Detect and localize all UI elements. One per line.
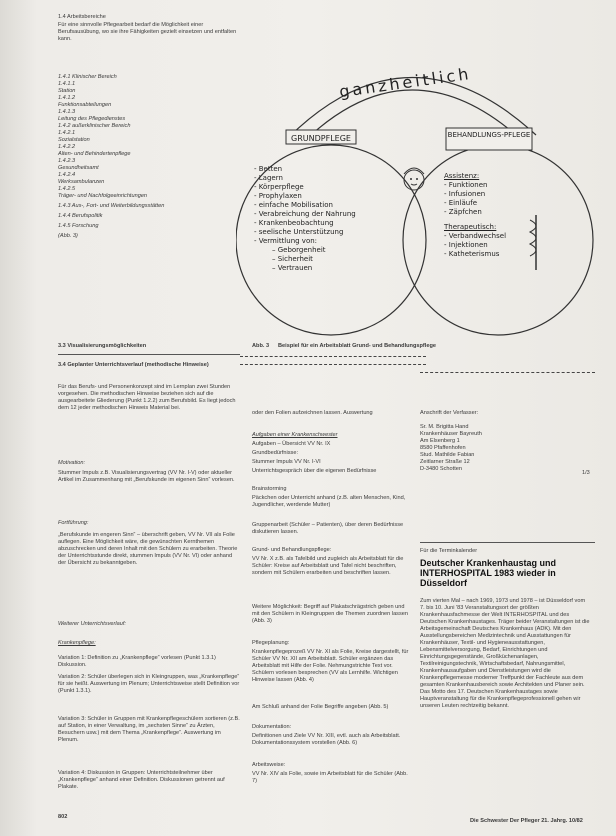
section-body: Für das Berufs- und Personenkonzept sind im Lernplan zwei Stunden vorgesehen. Die methodischen Hinweise beziehen sich auf die ausgearbeitete Gliederung (Punkt 1.2.2) zum Berufsbild. Es liegt jedoch dem 12 jeder methodischen Hinweis Material bei. — [58, 384, 236, 411]
mid-label: Dokumentation: — [252, 724, 292, 730]
outline-item: 1.4.2.2 — [58, 144, 76, 150]
mid-text: Päckchen oder Unterricht anhand (z.B. alten Menschen, Kind, Jugendlicher, werdende Mutter) — [252, 495, 406, 508]
variation: Variation 1: Definition zu „Krankenpflege“ vorlesen (Punkt 1.3.1) Diskussion. — [58, 655, 216, 668]
outline-item: Funktionsabteilungen — [58, 102, 112, 108]
address-line: Krankenhäuser Bayreuth — [420, 431, 482, 437]
list-item: - Prophylaxen — [254, 192, 302, 200]
list-item: - Körperpflege — [254, 183, 304, 191]
outline-item: Alten- und Behindertenpflege — [58, 151, 131, 157]
subsection-body: „Berufskunde im engeren Sinn“ – überschrift geben, VV Nr. VII als Folie auflegen. Eine Möglichkeit wäre, die gewünschten Kernthemen abzuschrecken und deren Inhalt mit den Schülern zu erarbeiten. Theorie der Unterrichtsstunde direkt, stummen Impuls (VV Nr. VI) oder anhand der Übersicht zu bekanntgeben. — [58, 532, 238, 566]
list-item: - einfache Mobilisation — [254, 201, 333, 209]
outline-item: Gesundheitsamt — [58, 165, 99, 171]
outline-item: 1.4.2.4 — [58, 172, 76, 178]
outline-item: Träger- und Nachfolgeeinrichtungen — [58, 193, 148, 199]
outline-item: 1.4.1.1 — [58, 81, 76, 87]
right-label: BEHANDLUNGS-PFLEGE — [447, 131, 531, 139]
address-line: Zeitlarner Straße 12 — [420, 459, 470, 465]
page-number: 802 — [58, 814, 68, 820]
list-item: - Zäpfchen — [444, 208, 482, 216]
outline-item: 1.4.2.1 — [58, 130, 76, 136]
dashed-rule — [420, 372, 595, 373]
dashed-rule — [240, 356, 426, 357]
left-label: GRUNDPFLEGE — [291, 134, 351, 143]
divider — [58, 354, 240, 355]
mid-label: Aufgaben einer Krankenschwester — [252, 432, 338, 438]
mid-text: Definitionen und Ziele VV Nr. XIII, evtl. auch als Arbeitsblatt. Dokumentationssystem vorstellen (Abb. 6) — [252, 733, 401, 746]
outline-item: 1.4.5 Forschung — [58, 223, 99, 229]
outline-item: 1.4.1.2 — [58, 95, 76, 101]
variation: Variation 4: Diskussion in Gruppen: Unterrichtsteilnehmer über „Krankenpflege“ anhand einer Definition. Diskussionen getrennt auf Plakate. — [58, 770, 225, 790]
mid-text: Weitere Möglichkeit: Begriff auf Plakatschrägstrich geben und mit den Schülern in Kleingruppen die Themen zuordnen lassen (Abb. 3) — [252, 604, 408, 624]
outline-item: 1.4.2.3 — [58, 158, 76, 164]
author-label: Anschrift der Verfasser: — [420, 410, 479, 416]
mid-text: Stummer Impuls VV Nr. I-VI — [252, 459, 321, 465]
section-heading: 3.3 Visualisierungsmöglichkeiten — [58, 343, 147, 349]
nurse-figure-icon — [404, 168, 424, 190]
address-line: Stud. Mathilde Fabian — [420, 452, 475, 458]
list-item: - Katheterismus — [444, 250, 500, 258]
divider — [420, 542, 595, 543]
author-address — [420, 424, 590, 473]
ad-kicker: Für die Terminkalender — [420, 548, 478, 554]
list-item: - Verabreichung der Nahrung — [254, 210, 356, 218]
address-line: D-3480 Schotten — [420, 466, 462, 472]
mid-label: Arbeitsweise: — [252, 762, 286, 768]
list-item: – Vertrauen — [272, 264, 313, 272]
arc-label: ganzheitlich — [338, 63, 473, 102]
subsection-body: Stummer Impuls z.B. Visualisierungsvertrag (VV Nr. I-V) oder aktueller Artikel im Zusammenhang mit „Berufskunde im eigenen Sinn“ vorlesen. — [58, 470, 235, 483]
list-item: - Vermittlung von: — [254, 237, 318, 245]
variation: Variation 2: Schüler überlegen sich in Kleingruppen, was „Krankenpflege“ für sie heißt. Auswertung im Plenum; Unterrichtsweise stellt Definition vor (Punkt 1.3.1). — [58, 674, 240, 694]
list-item: - Injektionen — [444, 241, 488, 249]
list-heading: Assistenz: — [444, 172, 480, 180]
subsection-label: Krankenpflege: — [58, 640, 96, 646]
list-item: - Einläufe — [444, 199, 477, 207]
list-item: - seelische Unterstützung — [254, 228, 344, 236]
caduceus-icon — [530, 215, 536, 270]
outline-heading: 1.4 Arbeitsbereiche — [58, 14, 106, 20]
list-item: - Lagern — [254, 174, 283, 182]
ad-body: Zum vierten Mal – nach 1969, 1973 und 1978 – ist Düsseldorf vom 7. bis 10. Juni '83 Veranstaltungsort der größten Krankenhausfachmesse der Welt INTERHOSPITAL und des Deutschen Krankenhaustages. Träger beider Veranstaltungen ist die Arbeitsgemeinschaft Deutsches Krankenhaus (ADK). Mit den Ausstellungsbereichen Medizintechnik und Ausstattungen für Krankenhäuser, Textil- und Hygieneausstattungen, Lebensmittelversorgung, Bedarf, Einrichtungen und Einrichtungsgegenstände, Großküchenanlagen, Textilreinigungstechnik, Wirtschaftsbedarf, Nahrungsmittel, Krankenhausaufgaben und Dienstleistungen wird die Krankenpflegemesse moderner Treffpunkt der Fachleute aus dem gesamten Krankenhausbereich sowie Architekten und Planer sein. Das Motto des 17. Deutschen Krankenhaustages sowie Hauptveranstaltung für die Krankenpflegeprofessionell gehen wir unseren Leuten rechtzeitig bekannt. — [420, 598, 590, 709]
side-mark: 1/3 — [582, 470, 590, 476]
list-item: - Verbandwechsel — [444, 232, 507, 240]
page-footer: Die Schwester Der Pfleger 21. Jahrg. 10/82 — [470, 818, 583, 824]
ad-title: Deutscher Krankenhaustag und INTERHOSPITAL 1983 wieder in Düsseldorf — [420, 558, 557, 588]
outline-item: Station — [58, 88, 76, 94]
address-line: 8580 Pfaffenhofen — [420, 445, 466, 451]
mid-text: Gruppenarbeit (Schüler – Patienten), über deren Bedürfnisse diskutieren lassen. — [252, 522, 404, 535]
subsection-label: Weiterer Unterrichtsverlauf: — [58, 621, 126, 627]
subsection-label: Fortführung: — [58, 520, 89, 526]
variation: Variation 3: Schüler in Gruppen mit Krankenpflegeschülern sortieren (z.B. auf Station, in einer Verwaltung, im „sechsten Sinne“ zu Ärzten, Besuchern usw.) mit dem Thema „Krankenpflege“. Auswertung im Plenum. — [58, 716, 240, 743]
address-line: Am Elsenberg 1 — [420, 438, 460, 444]
mid-text: Am Schluß anhand der Folie Begriffe angeben (Abb. 5) — [252, 704, 389, 710]
figure-caption: Beispiel für ein Arbeitsblatt Grund- und Behandlungspflege — [278, 343, 436, 349]
outline-item: 1.4.1 Klinischer Bereich — [58, 74, 117, 80]
outline-item: Leitung des Pflegedienstes — [58, 116, 126, 122]
list-item: - Infusionen — [444, 190, 486, 198]
list-item: – Geborgenheit — [272, 246, 326, 254]
outline-item: Sozialstation — [58, 137, 90, 143]
outline-item: Werksambulanzen — [58, 179, 105, 185]
list-heading: Therapeutisch: — [444, 223, 497, 231]
outline-item: 1.4.2.5 — [58, 186, 76, 192]
outline-item: 1.4.2 außerklinischer Bereich — [58, 123, 131, 129]
outline-item: 1.4.1.3 — [58, 109, 76, 115]
subsection-label: Motivation: — [58, 460, 86, 466]
mid-label: Pflegeplanung: — [252, 640, 290, 646]
list-item: - Krankenbeobachtung — [254, 219, 334, 227]
list-item: - Funktionen — [444, 181, 488, 189]
mid-text: Grundbedürfnisse: — [252, 450, 299, 456]
mid-text: Brainstorming — [252, 486, 287, 492]
outline-item: 1.4.4 Berufspolitik — [58, 213, 103, 219]
mid-text: VV Nr. X z.B. als Tafelbild und zugleich als Arbeitsblatt für die Schüler: Kreise auf Arbeitsblatt und Tafel nicht beschriften, sondern mit Schülern erarbeiten und beschriften lassen. — [252, 556, 404, 576]
list-item: – Sicherheit — [272, 255, 313, 263]
list-item: - Betten — [254, 165, 283, 173]
outline-item: 1.4.3 Aus-, Fort- und Weiterbildungsstätten — [58, 203, 165, 209]
mid-intro: oder den Folien aufzeichnen lassen. Auswertung — [252, 410, 373, 416]
mid-text: Unterrichtsgespräch über die eigenen Bedürfnisse — [252, 468, 377, 474]
address-line: Sr. M. Brigitta Hand — [420, 424, 469, 430]
mid-text: Aufgaben – Übersicht VV Nr. IX — [252, 441, 331, 447]
mid-text: Krankenpflegeprozeß VV Nr. XI als Folie, Kreise dargestellt, für Schüler VV Nr. XII am Arbeitsblatt. Schüler ergänzen das Arbeitsblatt mit Hilfe der Folie. Nehmungstrichte Text vor. Schülern vorlesen besprechen (VV als Lernhilfe. Wichtigen Hinweise lassen (Abb. 4) — [252, 649, 409, 683]
right-circle-list — [444, 172, 506, 259]
dashed-rule — [240, 364, 426, 365]
outline-item: (Abb. 3) — [58, 233, 78, 239]
left-circle-list — [254, 165, 356, 273]
figure-number: Abb. 3 — [252, 343, 270, 349]
outline-list — [58, 74, 240, 240]
outline-intro: Für eine sinnvolle Pflegearbeit bedarf die Möglichkeit einer Berufsausübung, wo sie ihre Fähigkeiten gezielt einsetzen und entfalten kann. — [58, 22, 237, 42]
section-heading: 3.4 Geplanter Unterrichtsverlauf (methodische Hinweise) — [58, 362, 209, 368]
mid-text: VV Nr. XIV als Folie, sowie im Arbeitsblatt für die Schüler (Abb. 7) — [252, 771, 408, 784]
mid-label: Grund- und Behandlungspflege: — [252, 547, 332, 553]
